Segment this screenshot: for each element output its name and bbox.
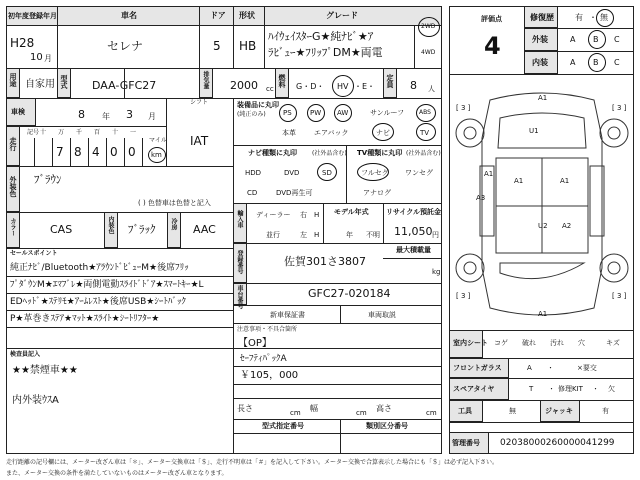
divider: [6, 248, 233, 249]
notes-price: ￥105，000: [240, 370, 299, 381]
divider: [233, 243, 442, 244]
tv-oneseg: ワンセグ: [405, 169, 433, 177]
mileage-digit: 8: [74, 145, 82, 159]
mileage-unit-header: 一: [130, 129, 137, 136]
diagram-u2: U2: [538, 222, 548, 230]
manual: 車両取説: [368, 311, 396, 319]
capacity-unit: 人: [428, 85, 435, 93]
tool-label: 工具: [458, 407, 472, 415]
inspector-title: 検査員記入: [10, 351, 41, 358]
jack-value: 有: [602, 407, 609, 415]
frame-value: GFC27-020184: [308, 287, 391, 300]
mileage-col-divider: [88, 138, 89, 166]
month-value: 10: [30, 52, 43, 63]
import-h1: H: [314, 211, 320, 219]
usage-label: 自家用: [25, 79, 55, 90]
equip-airbag: エアバック: [314, 129, 349, 137]
equip-title: 装備品に丸印: [237, 101, 279, 109]
length-unit: cm: [290, 409, 301, 417]
plate-value: 佐賀301さ3807: [284, 255, 366, 268]
fuel-options: G・D・: [296, 82, 325, 91]
new-warranty: 新車保証書: [270, 311, 305, 319]
interior-label: 内装: [532, 58, 548, 67]
divider: [233, 6, 234, 68]
color-value: CAS: [50, 223, 73, 236]
use-col-label: 用途: [9, 73, 17, 87]
car-damage-diagram: [452, 78, 632, 328]
windshield-x: ×要交: [577, 364, 597, 372]
divider: [449, 422, 634, 423]
divider: [233, 323, 442, 324]
shape-value: HB: [239, 39, 257, 53]
import-right: 右: [300, 211, 307, 219]
nav-title: ナビ種類に丸印: [248, 149, 297, 157]
divider: [323, 203, 324, 243]
extcolor-note: ( ) 色替車は色替と記入: [138, 199, 211, 207]
inspection-label: 車検: [11, 108, 25, 116]
notes-op: 【OP】: [238, 338, 272, 349]
model-year-unit: 年: [346, 231, 353, 239]
windshield-sep: ・: [547, 364, 554, 372]
inspector-line2: 内外装ｳｽA: [12, 395, 59, 406]
diagram-a3: A3: [476, 194, 486, 202]
equip-leather: 本革: [282, 129, 296, 137]
inspection-month-unit: 月: [148, 112, 156, 121]
divider: [6, 98, 442, 99]
equip-ps: PS: [283, 109, 292, 117]
shift-value: IAT: [190, 134, 209, 148]
divider: [233, 305, 442, 306]
diagram-a1-mid: A1: [514, 177, 524, 185]
type-label: 型式指定番号: [262, 422, 304, 430]
equip-navi: ナビ: [376, 129, 390, 137]
divider: [233, 433, 442, 434]
mileage-unit-header: 万: [58, 129, 65, 136]
divider: [57, 6, 58, 68]
spare-sep1: ・: [548, 385, 555, 393]
diagram-a1-bottom: A1: [538, 310, 548, 318]
spare-kit: 修理KIT: [558, 385, 583, 393]
sales-rule: [6, 327, 233, 328]
sales-line: 純正ﾅﾋﾞ/Bluetooth★ｱﾗｳﾝﾄﾞﾋﾞｭｰM★後席ﾌﾘｯ: [10, 263, 189, 273]
import-left: 左: [300, 231, 307, 239]
mileage-digit: 4: [92, 145, 100, 159]
fuel-options-2: ・E・: [354, 82, 376, 91]
divider: [233, 283, 442, 284]
height-label: 高さ: [376, 404, 392, 413]
nav-dvd: DVD: [284, 169, 300, 177]
seat-label: 室内シート: [453, 339, 488, 347]
spare-sep2: ・: [592, 385, 599, 393]
divider: [6, 68, 442, 69]
mileage-unit-header: 十: [112, 129, 119, 136]
equip-tv: TV: [420, 129, 430, 137]
recycle-label: リサイクル預託金: [386, 208, 442, 216]
equip-abs: ABS: [419, 109, 431, 116]
tv-analog: アナログ: [363, 189, 391, 197]
displacement-label: 排気量: [202, 71, 209, 89]
mileage-col-divider: [124, 138, 125, 166]
fuel-hv: HV: [337, 82, 349, 91]
mileage-col-divider: [52, 138, 53, 166]
tv-sub: (社外品含む): [406, 150, 441, 157]
windshield-a: A: [527, 364, 532, 372]
import-dealer: ディーラー: [256, 211, 291, 219]
length-label: 長さ: [237, 404, 253, 413]
intcolor-value: ﾌﾞﾗｯｸ: [128, 223, 156, 236]
divider: [233, 145, 442, 146]
seat-option: キズ: [606, 339, 620, 347]
divider: [346, 145, 347, 203]
model-value: DAA-GFC27: [92, 79, 157, 92]
exterior-a: A: [570, 35, 576, 44]
nav-sd: SD: [322, 169, 332, 177]
divider: [233, 384, 442, 385]
mileage-col-divider: [142, 138, 143, 166]
mileage-col-divider: [70, 138, 71, 166]
divider: [340, 305, 341, 323]
door-value: 5: [213, 39, 221, 53]
repair-yes: 有: [575, 13, 583, 22]
intcolor-label: 内装色: [107, 216, 114, 234]
diagram-bracket-bot-r: [ 3 ]: [612, 292, 627, 300]
divider: [233, 348, 442, 349]
mileage-digit: 7: [56, 145, 64, 159]
drive-4wd: 4WD: [421, 49, 436, 56]
diagram-u1-left: U1: [529, 127, 539, 135]
equip-sunroof: サンルーフ: [370, 109, 405, 117]
divider: [6, 126, 166, 127]
sales-line: ﾌﾟﾀﾞｳﾝM★ｴﾏﾌﾞﾚ★両側電動ｽﾗｲﾄﾞﾄﾞｱ★ｽﾏｰﾄｷｰ★L: [10, 280, 204, 290]
equip-pw: PW: [310, 109, 322, 117]
nav-cd: CD: [247, 189, 258, 197]
footnote-1: 走行距離の記号欄には、メーター改ざん車は「＊」、メーター交換車は「＄」、走行不明車は「＃」を記入して下さい。メーター交換で合算表示した場合にも「＄」は必ず記入下さい。: [6, 459, 499, 466]
divider: [233, 419, 442, 420]
nav-sub: (社外品含む): [312, 150, 347, 157]
mgmt-label: 管理番号: [452, 439, 480, 447]
width-label: 幅: [310, 404, 318, 413]
notes-title: 注意事項・不具合箇所: [237, 326, 298, 333]
mileage-digit: 0: [110, 145, 118, 159]
plate-label: 登録番号: [236, 250, 243, 274]
repair-no: 無: [600, 13, 608, 22]
grade-value-2: ﾗﾋﾞｭｰ★ﾌﾘｯﾌﾟDM★両電: [268, 46, 383, 59]
grade-label: グレード: [326, 11, 358, 20]
sales-rule: [6, 310, 233, 311]
divider: [233, 398, 442, 399]
year-label: 初年度登録年月: [8, 12, 57, 20]
capacity-label: 定員: [386, 74, 394, 88]
divider: [199, 6, 200, 68]
sales-line: EDﾍｯﾄﾞ★ｽﾃﾘﾓ★ｱｰﾑﾚｽﾄ★後席USB★ｼｰﾄﾊﾞｯｸ: [10, 297, 186, 307]
mileage-col-divider: [106, 138, 107, 166]
model-year-label: モデル年式: [334, 208, 369, 216]
unit-km: km: [151, 151, 162, 159]
mileage-unit-header: 千: [76, 129, 83, 136]
diagram-a2: A2: [562, 222, 572, 230]
diagram-a1-top: A1: [538, 94, 548, 102]
exterior-b: B: [593, 35, 599, 44]
divider: [6, 348, 233, 349]
tv-title: TV種類に丸印: [357, 149, 403, 157]
shape-label: 形状: [239, 11, 255, 20]
divider: [124, 68, 125, 98]
diagram-a1-l: A1: [484, 170, 494, 178]
inspection-year: 8: [78, 108, 85, 121]
divider: [414, 26, 415, 68]
name-label: 車名: [121, 11, 137, 20]
name-value: セレナ: [107, 39, 144, 53]
score-value: 4: [484, 32, 501, 60]
inspection-month: 3: [126, 108, 133, 121]
load-label: 最大積載量: [396, 246, 431, 254]
inspection-year-unit: 年: [102, 112, 110, 121]
mileage-unit-header: 百: [94, 129, 101, 136]
seat-option: 穴: [578, 339, 585, 347]
shift-label: シフト: [190, 99, 209, 106]
interior-c: C: [614, 58, 620, 67]
diagram-bracket-bot: [ 3 ]: [456, 292, 471, 300]
diagram-bracket-top-r: [ 3 ]: [612, 104, 627, 112]
import-h2: H: [314, 231, 320, 239]
import-label: 輸入車: [236, 210, 243, 228]
displacement-unit: cc: [266, 85, 274, 93]
class-label: 類別区分番号: [366, 422, 408, 430]
mileage-col-divider: [34, 138, 35, 166]
drive-2wd: 2WD: [421, 23, 436, 30]
extcolor-value: ﾌﾞﾗｳﾝ: [34, 173, 62, 186]
seat-option: 破れ: [522, 339, 536, 347]
divider: [6, 212, 233, 213]
divider: [264, 6, 265, 68]
repair-sep: ・: [589, 13, 597, 22]
color-label: カラー: [9, 218, 16, 236]
year-value: H28: [10, 36, 35, 50]
spare-t: T: [529, 385, 534, 393]
sales-title: セールスポイント: [10, 250, 58, 257]
exterior-c: C: [614, 35, 620, 44]
capacity-value: 8: [410, 79, 417, 92]
mileage-digit: 0: [128, 145, 136, 159]
door-label: ドア: [210, 11, 226, 20]
repair-label: 修復歴: [530, 13, 554, 22]
equip-aw: AW: [337, 109, 349, 117]
interior-a: A: [570, 58, 576, 67]
diagram-a1-midr: A1: [560, 177, 570, 185]
jack-label: ジャッキ: [545, 407, 573, 415]
exterior-label: 外装: [532, 35, 548, 44]
width-unit: cm: [356, 409, 367, 417]
notes-pack: ｾｰﾌﾃｨﾊﾟｯｸA: [240, 354, 287, 364]
seat-option: コゲ: [494, 339, 508, 347]
sales-line: P★革巻きｽﾃｱ★ﾏｯﾄ★ｽﾗｲﾄ★ｼｰﾄﾘﾌﾀｰ★: [10, 314, 160, 324]
displacement-value: 2000: [230, 79, 258, 92]
seat-option: 汚れ: [550, 339, 564, 347]
divider: [383, 258, 442, 259]
diagram-bracket-top: [ 3 ]: [456, 104, 471, 112]
divider: [166, 98, 167, 166]
ac-label: 冷房: [170, 218, 177, 230]
footnote-2: また、メーター交換の条件を満たしていないものはメーター改ざん車となります。: [6, 470, 228, 477]
recycle-value: 11,050: [394, 225, 433, 238]
spare-missing: 欠: [608, 385, 615, 393]
inspector-line1: ★★禁煙車★★: [12, 365, 78, 376]
nav-dvd-play: DVD再生可: [276, 189, 313, 197]
equip-sub: (純正のみ): [237, 111, 266, 118]
sales-rule: [6, 293, 233, 294]
divider: [449, 74, 634, 75]
divider: [233, 203, 442, 204]
mileage-label: 走行: [9, 137, 17, 151]
interior-b: B: [593, 58, 599, 67]
model-label: 型式: [60, 75, 68, 89]
divider: [340, 419, 341, 454]
score-label: 評価点: [481, 15, 502, 23]
sales-rule: [6, 276, 233, 277]
tool-value: 無: [509, 407, 516, 415]
divider: [6, 166, 233, 167]
recycle-unit: 円: [432, 231, 439, 239]
fuel-label: 燃料: [278, 74, 286, 88]
grade-value-1: ﾊｲｳｪｲｽﾀｰG★純ﾅﾋﾞ★ｱ: [268, 30, 374, 43]
divider: [383, 203, 384, 243]
height-unit: cm: [426, 409, 437, 417]
unit-mile: マイル: [149, 137, 167, 144]
nav-hdd: HDD: [245, 169, 262, 177]
import-parallel: 並行: [266, 231, 280, 239]
tv-fullseg: フルセグ: [361, 169, 389, 177]
symbol-label: 記号: [27, 129, 40, 136]
spare-label: スペアタイヤ: [453, 385, 495, 393]
mgmt-value: 0203800026000004129​9: [500, 438, 615, 448]
ac-value: AAC: [193, 223, 216, 236]
mileage-unit-header: 十: [40, 129, 47, 136]
windshield-label: フロントガラス: [453, 364, 502, 372]
load-unit: kg: [432, 268, 441, 276]
model-year-unknown: 不明: [366, 231, 380, 239]
divider: [233, 366, 442, 367]
month-unit: 月: [44, 54, 52, 63]
extcolor-label: 外装色: [9, 176, 17, 197]
frame-label: 車台番号: [236, 285, 243, 309]
